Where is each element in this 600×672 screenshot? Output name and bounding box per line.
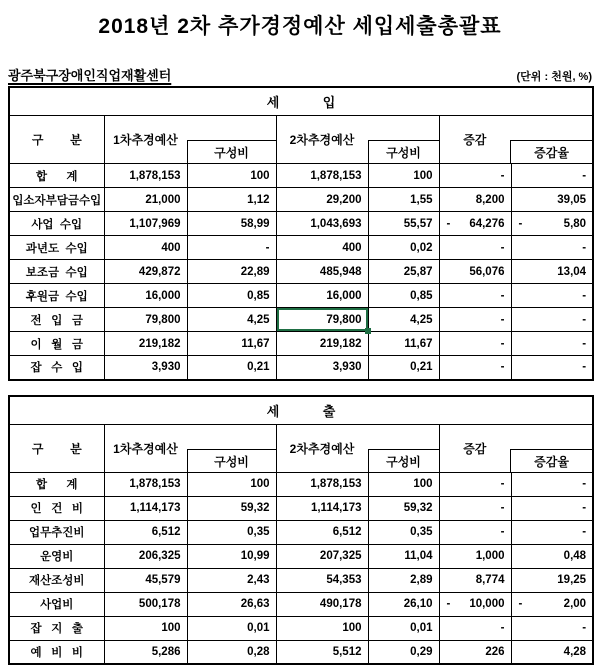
cell-r1[interactable]: 0,28 <box>187 640 276 664</box>
col-group-budget2 <box>276 424 439 472</box>
cell-rate[interactable]: 4,28 <box>511 640 593 664</box>
income-row <box>9 236 593 260</box>
cell-r1[interactable]: 4,25 <box>187 308 276 332</box>
expense-tbody <box>9 472 593 664</box>
expense-row <box>9 520 593 544</box>
cell-label[interactable]: 사업 수입 <box>9 212 104 236</box>
cell-r2[interactable]: 0,85 <box>368 284 439 308</box>
cell-b1[interactable]: 5,286 <box>104 640 187 664</box>
income-table <box>8 86 594 381</box>
cell-chg[interactable]: - <box>439 496 511 520</box>
expense-row <box>9 472 593 496</box>
cell-b1[interactable]: 3,930 <box>104 356 187 380</box>
cell-r2[interactable]: 4,25 <box>368 308 439 332</box>
cell-r2[interactable]: 11,04 <box>368 544 439 568</box>
cell-value: 64,276 <box>469 217 505 230</box>
cell-r1[interactable]: - <box>187 236 276 260</box>
cell-b2[interactable]: 6,512 <box>276 520 368 544</box>
cell-rate[interactable]: - <box>511 356 593 380</box>
income-section-title: 세 입 <box>9 87 593 116</box>
cell-rate[interactable]: - <box>511 520 593 544</box>
col-header-change-rate: 증감율 <box>510 449 592 473</box>
cell-b1[interactable]: 400 <box>104 236 187 260</box>
cell-rate[interactable]: - <box>511 332 593 356</box>
col-header-ratio1: 구성비 <box>187 449 276 473</box>
cell-b2[interactable]: 400 <box>276 236 368 260</box>
cell-rate[interactable]: 19,25 <box>511 568 593 592</box>
col-header-category: 구 분 <box>9 424 104 472</box>
cell-b2[interactable]: 490,178 <box>276 592 368 616</box>
cell-r1[interactable]: 0,01 <box>187 616 276 640</box>
cell-b1[interactable]: 45,579 <box>104 568 187 592</box>
cell-value: 10,000 <box>469 598 505 610</box>
cell-label[interactable]: 후원금 수입 <box>9 284 104 308</box>
cell-value: 5,80 <box>563 217 587 230</box>
cell-label[interactable]: 이 월 금 <box>9 332 104 356</box>
cell-b1[interactable]: 100 <box>104 616 187 640</box>
col-header-budget1: 1차추경예산 <box>113 441 178 456</box>
cell-b2[interactable]: 29,200 <box>276 188 368 212</box>
cell-chg[interactable]: 226 <box>439 640 511 664</box>
cell-b1[interactable]: 1,107,969 <box>104 212 187 236</box>
cell-r2[interactable]: 0,01 <box>368 616 439 640</box>
cell-label[interactable]: 예 비 비 <box>9 640 104 664</box>
expense-table <box>8 395 594 666</box>
cell-chg[interactable]: - <box>439 520 511 544</box>
income-row <box>9 212 593 236</box>
cell-r1[interactable]: 10,99 <box>187 544 276 568</box>
cell-r2[interactable]: 0,29 <box>368 640 439 664</box>
cell-chg[interactable]: - <box>439 164 511 188</box>
cell-rate[interactable]: - <box>511 164 593 188</box>
cell-r1[interactable]: 1,12 <box>187 188 276 212</box>
col-group-change <box>439 116 593 164</box>
cell-r2[interactable]: 0,02 <box>368 236 439 260</box>
cell-rate[interactable]: - <box>511 308 593 332</box>
expense-row <box>9 544 593 568</box>
cell-label[interactable]: 재산조성비 <box>9 568 104 592</box>
cell-r2[interactable]: 59,32 <box>368 496 439 520</box>
cell-r1[interactable]: 100 <box>187 472 276 496</box>
col-header-budget1: 1차추경예산 <box>113 133 178 147</box>
cell-b2[interactable]: 1,878,153 <box>276 164 368 188</box>
income-row <box>9 188 593 212</box>
cell-b1[interactable]: 219,182 <box>104 332 187 356</box>
cell-label[interactable]: 입소자부담금수입 <box>9 188 104 212</box>
col-header-budget2: 2차추경예산 <box>289 133 355 147</box>
cell-b1[interactable]: 1,114,173 <box>104 496 187 520</box>
cell-chg[interactable]: 1,000 <box>439 544 511 568</box>
cell-b2[interactable]: 485,948 <box>276 260 368 284</box>
cell-rate[interactable] <box>511 592 593 616</box>
cell-b2[interactable]: 1,114,173 <box>276 496 368 520</box>
cell-rate[interactable]: - <box>511 616 593 640</box>
cell-r2[interactable]: 26,10 <box>368 592 439 616</box>
cell-chg[interactable]: - <box>439 308 511 332</box>
cell-b2[interactable]: 219,182 <box>276 332 368 356</box>
income-row <box>9 260 593 284</box>
col-group-budget1 <box>104 116 276 164</box>
expense-row <box>9 568 593 592</box>
cell-b1[interactable]: 16,000 <box>104 284 187 308</box>
cell-rate[interactable]: 0,48 <box>511 544 593 568</box>
expense-row <box>9 640 593 664</box>
cell-r1[interactable]: 11,67 <box>187 332 276 356</box>
cell-label[interactable]: 합 계 <box>9 164 104 188</box>
org-name: 광주북구장애인직업재활센터 <box>8 68 172 83</box>
cell-b2[interactable]: 16,000 <box>276 284 368 308</box>
col-header-category: 구 분 <box>9 116 104 164</box>
cell-rate[interactable]: - <box>511 496 593 520</box>
cell-rate[interactable]: 39,05 <box>511 188 593 212</box>
cell-b1[interactable]: 206,325 <box>104 544 187 568</box>
cell-r1[interactable]: 0,21 <box>187 356 276 380</box>
cell-r2[interactable]: 1,55 <box>368 188 439 212</box>
cell-chg[interactable] <box>439 212 511 236</box>
cell-r2[interactable]: 100 <box>368 164 439 188</box>
cell-r2[interactable]: 0,35 <box>368 520 439 544</box>
cell-r2[interactable]: 55,57 <box>368 212 439 236</box>
income-row <box>9 308 593 332</box>
cell-label[interactable]: 잡 지 출 <box>9 616 104 640</box>
page-title: 2018년 2차 추가경정예산 세입세출총괄표 <box>98 15 502 38</box>
cell-r2[interactable]: 25,87 <box>368 260 439 284</box>
col-group-budget2 <box>276 116 439 164</box>
cell-b2[interactable]: 100 <box>276 616 368 640</box>
col-header-change-rate: 증감율 <box>510 140 592 164</box>
cell-b1[interactable]: 1,878,153 <box>104 472 187 496</box>
cell-rate[interactable]: - <box>511 236 593 260</box>
cell-rate[interactable] <box>511 212 593 236</box>
cell-r2[interactable]: 11,67 <box>368 332 439 356</box>
col-group-budget1 <box>104 424 276 472</box>
cell-chg[interactable]: 8,774 <box>439 568 511 592</box>
unit-note: (단위 : 천원, %) <box>516 71 592 83</box>
cell-b1[interactable]: 79,800 <box>104 308 187 332</box>
cell-chg[interactable] <box>439 592 511 616</box>
cell-chg[interactable]: - <box>439 616 511 640</box>
cell-r1[interactable]: 22,89 <box>187 260 276 284</box>
cell-b1[interactable]: 6,512 <box>104 520 187 544</box>
meta-row <box>8 65 592 84</box>
cell-r2[interactable]: 0,21 <box>368 356 439 380</box>
cell-b2[interactable]: 1,043,693 <box>276 212 368 236</box>
cell-b2[interactable]: 3,930 <box>276 356 368 380</box>
minus-sign: - <box>518 217 523 230</box>
col-header-change: 증감 <box>463 133 487 147</box>
cell-b2[interactable]: 79,800 <box>276 308 368 332</box>
cell-label[interactable]: 합 계 <box>9 472 104 496</box>
cell-chg[interactable]: - <box>439 332 511 356</box>
expense-row <box>9 616 593 640</box>
fill-handle[interactable] <box>365 328 371 334</box>
cell-chg[interactable]: - <box>439 356 511 380</box>
income-row <box>9 284 593 308</box>
cell-label[interactable]: 운영비 <box>9 544 104 568</box>
cell-b2[interactable]: 54,353 <box>276 568 368 592</box>
cell-value: 2,00 <box>563 598 587 610</box>
cell-label[interactable]: 사업비 <box>9 592 104 616</box>
cell-chg[interactable]: - <box>439 472 511 496</box>
income-row <box>9 332 593 356</box>
cell-b2[interactable]: 5,512 <box>276 640 368 664</box>
cell-r2[interactable]: 100 <box>368 472 439 496</box>
cell-b2[interactable]: 1,878,153 <box>276 472 368 496</box>
income-row <box>9 164 593 188</box>
cell-rate[interactable]: - <box>511 284 593 308</box>
cell-label[interactable]: 과년도 수입 <box>9 236 104 260</box>
cell-label[interactable]: 전 입 금 <box>9 308 104 332</box>
cell-b1[interactable]: 21,000 <box>104 188 187 212</box>
col-header-change: 증감 <box>463 441 487 456</box>
cell-label[interactable]: 보조금 수입 <box>9 260 104 284</box>
col-header-ratio2: 구성비 <box>368 140 439 164</box>
cell-r1[interactable]: 59,32 <box>187 496 276 520</box>
cell-rate[interactable]: 13,04 <box>511 260 593 284</box>
cell-b1[interactable]: 500,178 <box>104 592 187 616</box>
income-tbody <box>9 164 593 380</box>
cell-chg[interactable]: 8,200 <box>439 188 511 212</box>
expense-row <box>9 496 593 520</box>
cell-b1[interactable]: 1,878,153 <box>104 164 187 188</box>
cell-r2[interactable]: 2,89 <box>368 568 439 592</box>
col-header-ratio2: 구성비 <box>368 449 439 473</box>
cell-r1[interactable]: 58,99 <box>187 212 276 236</box>
cell-chg[interactable]: - <box>439 284 511 308</box>
cell-label[interactable]: 업무추진비 <box>9 520 104 544</box>
cell-b1[interactable]: 429,872 <box>104 260 187 284</box>
col-header-budget2: 2차추경예산 <box>289 441 355 456</box>
cell-chg[interactable]: - <box>439 236 511 260</box>
col-header-ratio1: 구성비 <box>187 140 276 164</box>
cell-label[interactable]: 잡 수 입 <box>9 356 104 380</box>
cell-r1[interactable]: 26,63 <box>187 592 276 616</box>
cell-chg[interactable]: 56,076 <box>439 260 511 284</box>
cell-r1[interactable]: 0,35 <box>187 520 276 544</box>
cell-label[interactable]: 인 건 비 <box>9 496 104 520</box>
cell-rate[interactable]: - <box>511 472 593 496</box>
cell-r1[interactable]: 2,43 <box>187 568 276 592</box>
minus-sign: - <box>518 598 523 610</box>
cell-r1[interactable]: 100 <box>187 164 276 188</box>
minus-sign: - <box>446 598 451 610</box>
expense-section-title: 세 출 <box>9 396 593 425</box>
income-row <box>9 356 593 380</box>
cell-b2[interactable]: 207,325 <box>276 544 368 568</box>
minus-sign: - <box>446 217 451 230</box>
cell-r1[interactable]: 0,85 <box>187 284 276 308</box>
expense-row <box>9 592 593 616</box>
col-group-change <box>439 424 593 472</box>
